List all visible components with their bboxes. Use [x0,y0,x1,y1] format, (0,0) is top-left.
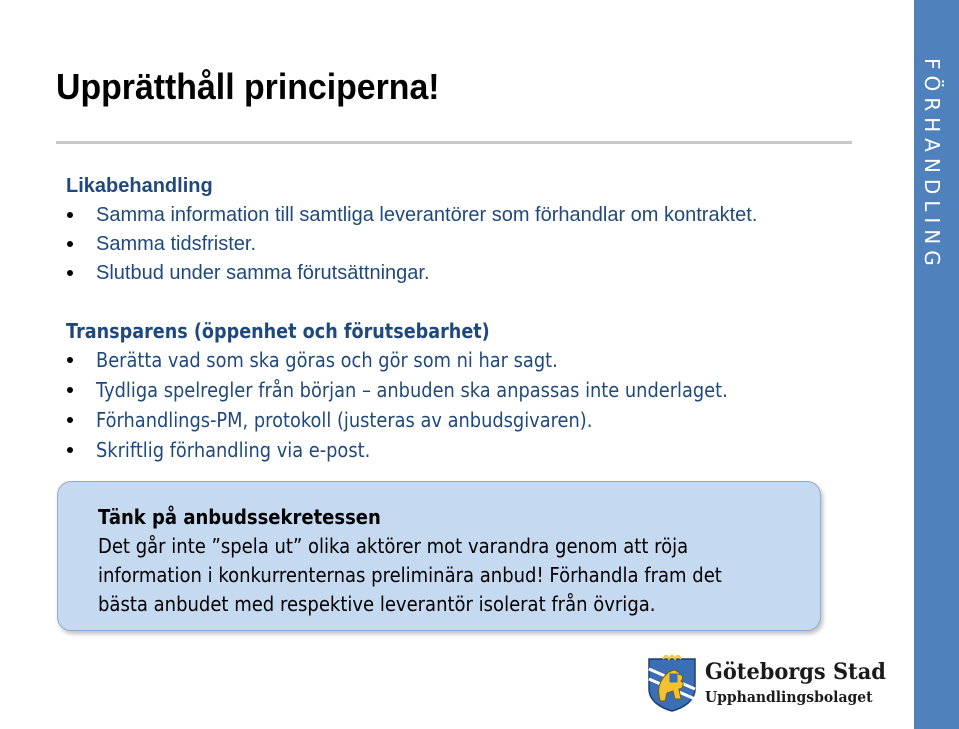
bullet-text: Förhandlings-PM, protokoll (justeras av anbudsgivaren). [96,408,593,432]
page-title: Upprätthåll principerna! [56,66,440,107]
callout-line: bästa anbudet med respektive leverantör isolerat från övriga. [98,592,656,616]
bullet-text: Skriftlig förhandling via e-post. [96,438,371,462]
bullet-text: Berätta vad som ska göras och gör som ni har sagt. [96,348,558,372]
goteborg-crest-icon [645,655,699,713]
section-heading: Transparens (öppenhet och förutsebarhet) [66,319,490,343]
side-label: FÖRHANDLING [920,58,944,272]
bullet-icon [67,417,73,423]
section-likabehandling [66,172,757,288]
bullet-text: Slutbud under samma förutsättningar. [96,262,430,284]
list-item [66,436,806,466]
callout-line: Det går inte ”spela ut” olika aktörer mot varandra genom att röja [98,534,689,558]
organization-logo [645,655,886,715]
logo-subtitle: Upphandlingsbolaget [705,688,873,706]
section-transparens [66,317,806,466]
bullet-text: Tydliga spelregler från början – anbuden ska anpassas inte underlaget. [96,378,728,402]
list-item [66,230,757,259]
list-item [66,406,806,436]
bullet-text: Samma tidsfrister. [96,233,257,255]
list-item [66,376,806,406]
bullet-icon [67,447,73,453]
bullet-icon [67,241,73,247]
bullet-icon [67,270,73,276]
callout-heading: Tänk på anbudssekretessen [98,505,381,529]
callout-box [57,481,821,631]
list-item [66,201,757,230]
section-heading: Likabehandling [66,175,213,197]
title-divider [56,141,852,144]
list-item [66,346,806,376]
bullet-icon [67,387,73,393]
logo-name: Göteborgs Stad [705,659,886,685]
callout-line: information i konkurrenternas preliminära anbud! Förhandla fram det [98,563,722,587]
list-item [66,259,757,288]
bullet-text: Samma information till samtliga leverantörer som förhandlar om kontraktet. [96,204,758,226]
bullet-list [66,201,757,288]
bullet-list [66,346,806,466]
bullet-icon [67,357,73,363]
bullet-icon [67,212,73,218]
callout-content [98,502,746,619]
